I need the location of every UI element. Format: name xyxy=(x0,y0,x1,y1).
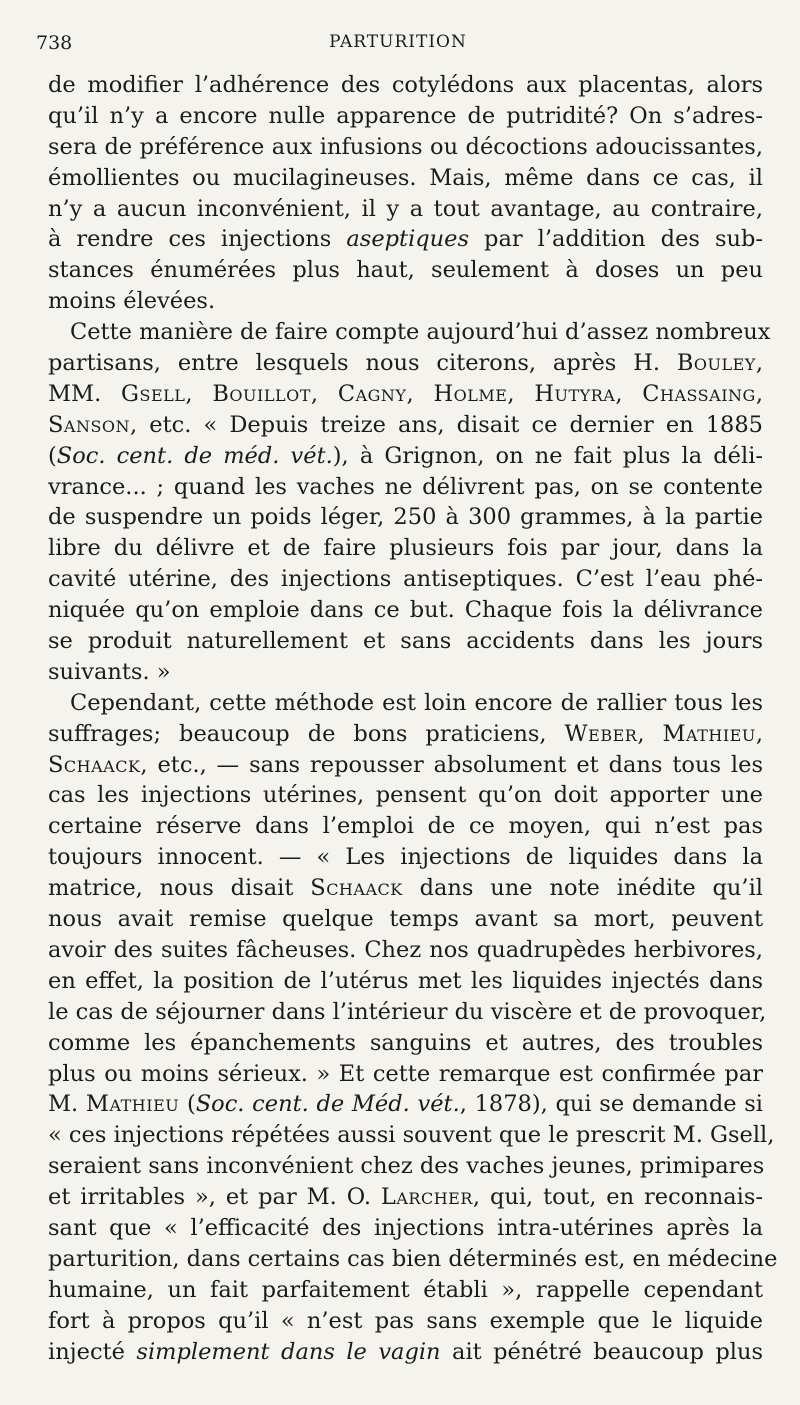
text-line: et irritables », et par M. O. Larcher, qui, tout, en reconnais- xyxy=(48,1184,763,1211)
running-title: PARTURITION xyxy=(329,32,467,52)
text-line: de suspendre un poids léger, 250 à 300 grammes, à la partie xyxy=(48,504,763,531)
italic-text: Soc. cent. de méd. vét. xyxy=(56,442,333,469)
text-line: de modifier l’adhérence des cotylédons aux placentas, alors xyxy=(48,72,763,98)
text-line: le cas de séjourner dans l’intérieur du viscère et de provoquer, xyxy=(48,998,767,1025)
text-line: avoir des suites fâcheuses. Chez nos quadrupèdes herbivores, xyxy=(48,936,763,963)
text-line: Schaack, etc., — sans repousser absolument et dans tous les xyxy=(48,751,763,778)
text-line: se produit naturellement et sans accidents dans les jours xyxy=(48,628,763,655)
text-line: humaine, un fait parfaitement établi », rappelle cependant xyxy=(48,1276,763,1303)
small-caps-name: Bouley xyxy=(676,350,756,377)
text-line: suffrages; beaucoup de bons praticiens, Weber, Mathieu, xyxy=(48,720,763,747)
text-line: nous avait remise quelque temps avant sa mort, peuvent xyxy=(48,906,763,933)
text-line: MM. Gsell, Bouillot, Cagny, Holme, Hutyra, Chassaing, xyxy=(48,380,763,407)
italic-text: aseptiques xyxy=(346,226,470,253)
text-line: partisans, entre lesquels nous citerons, après H. Bouley, xyxy=(48,350,763,377)
text-line: M. Mathieu (Soc. cent. de Méd. vét., 1878), qui se demande si xyxy=(48,1091,763,1118)
text-line: stances énumérées plus haut, seulement à doses un peu xyxy=(48,257,763,284)
page-header xyxy=(36,32,760,60)
small-caps-name: Holme xyxy=(433,380,508,407)
text-line: moins élevées. xyxy=(48,288,216,315)
text-line: seraient sans inconvénient chez des vaches jeunes, primipares xyxy=(48,1153,765,1180)
text-line: sera de préférence aux infusions ou décoctions adoucissantes, xyxy=(48,133,763,160)
text-line: niquée qu’on emploie dans ce but. Chaque fois la délivrance xyxy=(48,597,763,624)
body-text xyxy=(48,70,778,1367)
text-line: à rendre ces injections aseptiques par l’addition des sub- xyxy=(48,226,763,253)
text-line: émollientes ou mucilagineuses. Mais, même dans ce cas, il xyxy=(48,164,763,191)
small-caps-name: Mathieu xyxy=(85,1091,180,1118)
italic-text: Soc. cent. de Méd. vét. xyxy=(195,1091,460,1118)
text-line: matrice, nous disait Schaack dans une note inédite qu’il xyxy=(48,875,763,902)
small-caps-name: Sanson xyxy=(48,411,131,438)
text-line: suivants. » xyxy=(48,658,171,685)
text-line: qu’il n’y a encore nulle apparence de putridité? On s’adres- xyxy=(48,102,763,129)
text-line: plus ou moins sérieux. » Et cette remarque est confirmée par xyxy=(48,1060,763,1087)
small-caps-name: Bouillot xyxy=(212,380,311,407)
text-line: Cependant, cette méthode est loin encore de rallier tous les xyxy=(70,689,763,716)
text-line: vrance... ; quand les vaches ne délivrent pas, on se contente xyxy=(48,473,763,500)
page-number: 738 xyxy=(36,32,73,54)
text-line: injecté simplement dans le vagin ait pénétré beaucoup plus xyxy=(48,1338,764,1365)
text-line: toujours innocent. — « Les injections de liquides dans la xyxy=(48,844,763,871)
small-caps-name: Schaack xyxy=(310,875,403,902)
text-line: libre du délivre et de faire plusieurs fois par jour, dans la xyxy=(48,535,763,562)
small-caps-name: Schaack xyxy=(48,751,141,778)
small-caps-name: Hutyra xyxy=(534,380,616,407)
text-line: Cette manière de faire compte aujourd’hui d’assez nombreux xyxy=(70,319,771,346)
text-line: « ces injections répétées aussi souvent que le prescrit M. Gsell, xyxy=(48,1122,775,1149)
text-line: parturition, dans certains cas bien déterminés est, en médecine xyxy=(48,1245,778,1272)
text-line: (Soc. cent. de méd. vét.), à Grignon, on ne fait plus la déli- xyxy=(48,442,763,469)
text-line: certaine réserve dans l’emploi de ce moyen, qui n’est pas xyxy=(48,813,763,840)
text-line: cavité utérine, des injections antiseptiques. C’est l’eau phé- xyxy=(48,566,763,593)
text-line: en effet, la position de l’utérus met les liquides injectés dans xyxy=(48,967,763,994)
small-caps-name: Gsell xyxy=(121,380,186,407)
small-caps-name: Larcher xyxy=(380,1184,473,1211)
text-line: sant que « l’efficacité des injections intra-utérines après la xyxy=(48,1214,763,1241)
small-caps-name: Mathieu xyxy=(662,720,756,747)
italic-text: simplement dans le vagin xyxy=(136,1338,441,1365)
text-line: n’y a aucun inconvénient, il y a tout avantage, au contraire, xyxy=(48,195,763,222)
small-caps-name: Cagny xyxy=(337,380,407,407)
text-line: comme les épanchements sanguins et autres, des troubles xyxy=(48,1029,763,1056)
small-caps-name: Weber xyxy=(564,720,638,747)
text-line: Sanson, etc. « Depuis treize ans, disait ce dernier en 1885 xyxy=(48,411,763,438)
text-line: fort à propos qu’il « n’est pas sans exemple que le liquide xyxy=(48,1307,763,1334)
text-line: cas les injections utérines, pensent qu’on doit apporter une xyxy=(48,782,763,809)
small-caps-name: Chassaing xyxy=(642,380,756,407)
